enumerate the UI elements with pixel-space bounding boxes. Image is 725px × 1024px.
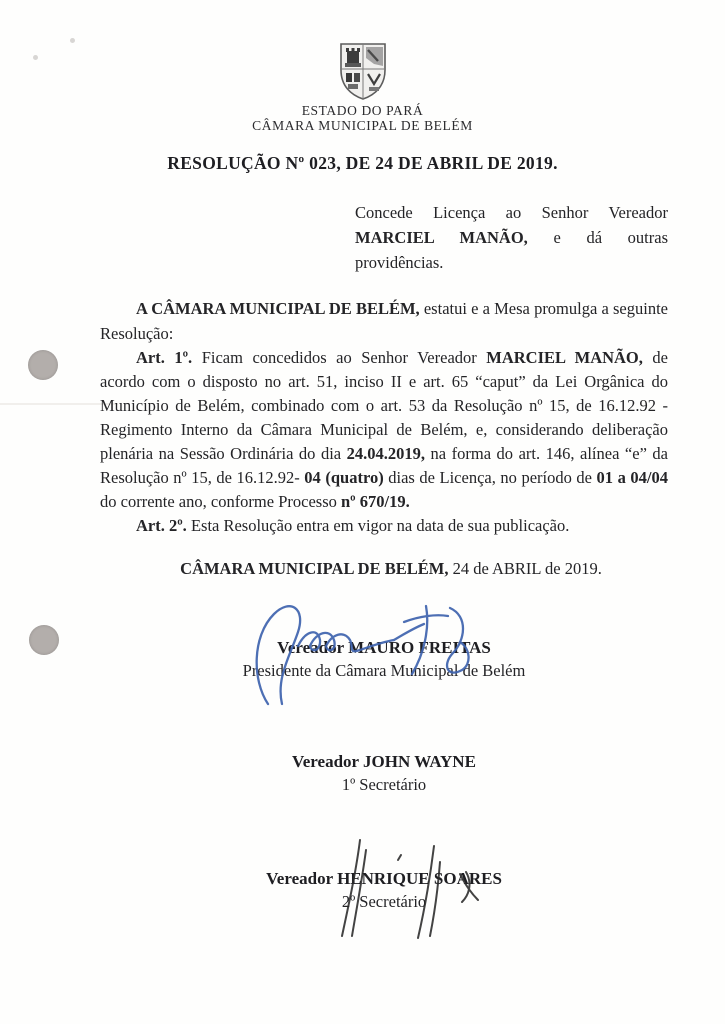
text-segment: A CÂMARA MUNICIPAL DE BELÉM,	[136, 299, 420, 318]
text-segment: Art. 2º.	[136, 516, 187, 535]
text-segment: de acordo com o disposto no art. 51, inciso II e art. 65 “caput” da Lei Orgânica do Município de Belém, combinado com o art. 53 da Resolução nº 15, de 16.12.92 - Regimento Interno da Câmara Municipal de Belém, e, considerando deliberação plenária na Sessão Ordinária do dia	[100, 348, 668, 463]
scan-speck	[33, 55, 38, 60]
hole-punch-top	[28, 350, 58, 380]
text-segment: estatui e a Mesa promulga a seguinte Resolução:	[100, 299, 668, 343]
scan-speck	[70, 38, 75, 43]
text-segment: MARCIEL MANÃO,	[486, 348, 643, 367]
dateline	[100, 557, 668, 581]
text-segment: Ficam concedidos ao Senhor Vereador	[192, 348, 487, 367]
text-segment: do corrente ano, conforme Processo	[100, 492, 341, 511]
text-segment: Concede Licença ao Senhor Vereador	[355, 203, 668, 222]
header-state: ESTADO DO PARÁ	[301, 103, 424, 118]
coat-of-arms-icon	[338, 42, 388, 100]
signatory-name: Vereador HENRIQUE SOARES	[266, 869, 502, 888]
document-header	[0, 0, 725, 133]
text-segment: CÂMARA MUNICIPAL DE BELÉM,	[180, 559, 449, 578]
signature-block-first-secretary	[100, 750, 668, 796]
article-2-paragraph	[100, 514, 668, 538]
text-segment: 04 (quatro)	[304, 468, 384, 487]
text-segment: na forma do art. 146, alínea “e” da Resolução nº 15, de 16.12.92-	[100, 444, 668, 487]
text-segment: 01 a 04/04	[596, 468, 668, 487]
signatory-role: Presidente da Câmara Municipal de Belém	[242, 661, 526, 680]
resolution-title: RESOLUÇÃO Nº 023, DE 24 DE ABRIL DE 2019.	[167, 153, 558, 173]
text-segment: e dá outras providências.	[355, 228, 668, 272]
ementa-paragraph	[355, 200, 668, 275]
article-1-paragraph	[100, 346, 668, 514]
text-segment: 24.04.2019,	[346, 444, 426, 463]
hole-punch-bottom	[29, 625, 59, 655]
text-segment: dias de Licença, no período de	[383, 468, 597, 487]
document-body	[100, 200, 668, 913]
text-segment: Art. 1º.	[136, 348, 193, 367]
text-segment: Esta Resolução entra em vigor na data de sua publicação.	[186, 516, 570, 535]
signature-block-president	[100, 636, 668, 682]
text-segment: MARCIEL MANÃO,	[355, 228, 528, 247]
text-segment: nº 670/19.	[341, 492, 410, 511]
signature-block-second-secretary	[100, 867, 668, 913]
signatory-role: 2º Secretário	[341, 892, 427, 911]
text-segment: 24 de ABRIL de 2019.	[448, 559, 602, 578]
signatory-name: Vereador MAURO FREITAS	[277, 638, 491, 657]
signatory-name: Vereador JOHN WAYNE	[292, 752, 476, 771]
header-institution: CÂMARA MUNICIPAL DE BELÉM	[252, 118, 473, 133]
signatory-role: 1º Secretário	[341, 775, 427, 794]
preamble-paragraph	[100, 296, 668, 346]
